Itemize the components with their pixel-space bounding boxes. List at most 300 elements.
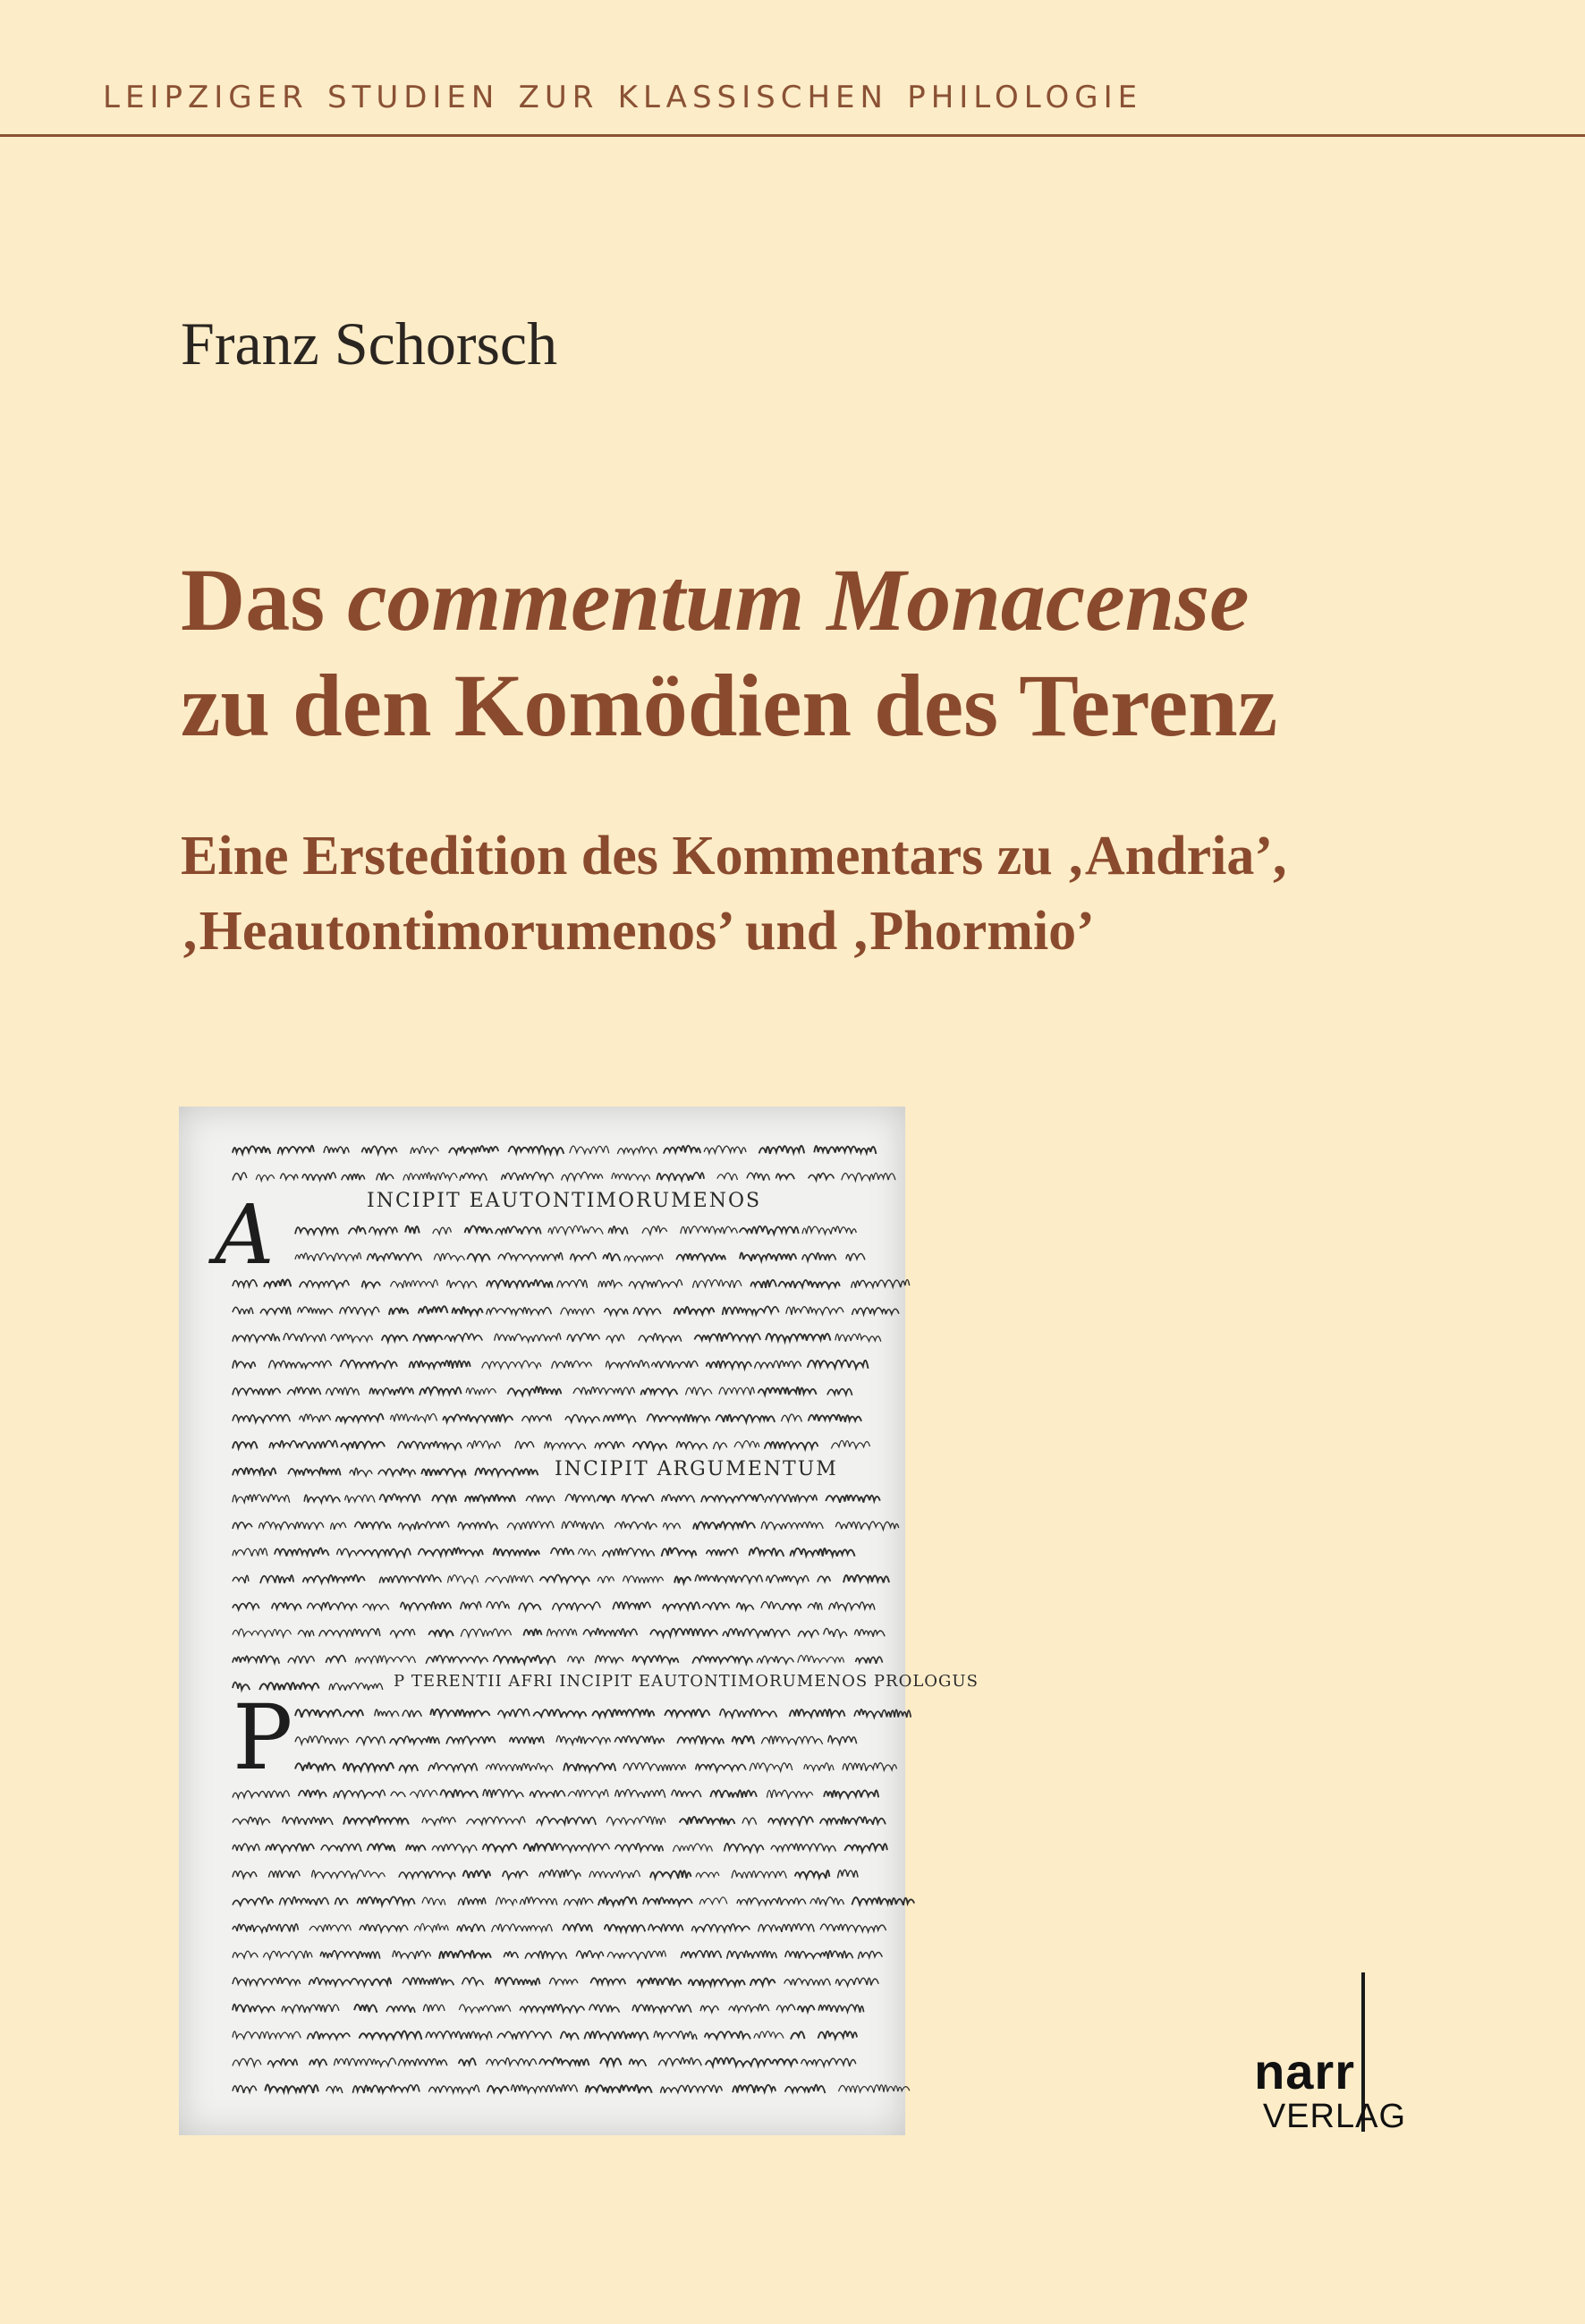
manuscript-script-word [233, 1522, 252, 1529]
manuscript-script-word [852, 1897, 915, 1905]
manuscript-script-word [846, 1253, 865, 1260]
manuscript-script-word [576, 1951, 603, 1959]
manuscript-script-word [303, 1575, 365, 1583]
manuscript-script-word [362, 1146, 397, 1153]
manuscript-script-word [835, 1334, 881, 1342]
manuscript-script-word [843, 1763, 896, 1771]
manuscript-script-word [750, 1280, 776, 1288]
manuscript-script-word [363, 1604, 389, 1609]
manuscript-script-word [233, 1468, 275, 1476]
manuscript-script-word [740, 1226, 799, 1234]
manuscript-script-word [820, 1924, 886, 1932]
manuscript-script-word [716, 1415, 775, 1422]
manuscript-script-word [467, 1254, 489, 1260]
manuscript-script-word [496, 1978, 540, 1986]
manuscript-script-word [360, 2031, 422, 2039]
manuscript-script-word [300, 1280, 350, 1288]
manuscript-script-word [783, 1604, 801, 1610]
manuscript-script-word [696, 1764, 746, 1771]
manuscript-script-word [335, 1898, 348, 1905]
manuscript-script-word [681, 1226, 738, 1234]
manuscript-script-word [360, 1924, 408, 1931]
manuscript-script-word [496, 1897, 518, 1904]
manuscript-script-word [233, 1388, 281, 1395]
manuscript-script-word [343, 1763, 394, 1771]
subtitle-line-2: ‚Heautontimorumenos’ und ‚Phormio’ [181, 901, 1095, 962]
manuscript-script-word [399, 1871, 455, 1879]
manuscript-script-word [233, 1897, 273, 1905]
manuscript-script-word [340, 1307, 379, 1314]
manuscript-script-word [399, 1765, 418, 1771]
manuscript-script-word [260, 1307, 291, 1314]
manuscript-script-word [503, 1871, 528, 1879]
manuscript-script-word [784, 1979, 831, 1986]
manuscript-script-word [699, 1897, 727, 1904]
manuscript-script-word [295, 1763, 335, 1771]
manuscript-script-word [483, 1789, 523, 1797]
manuscript-script-word [266, 1844, 314, 1852]
manuscript-script-word [282, 2005, 339, 2013]
book-title [181, 547, 1504, 759]
manuscript-script-word [357, 1896, 414, 1904]
manuscript-script-word [391, 1414, 437, 1422]
manuscript-script-word [693, 1522, 755, 1530]
manuscript-script-word [539, 1870, 581, 1878]
manuscript-script-word [268, 1361, 331, 1368]
manuscript-script-word [809, 1173, 835, 1180]
manuscript-script-word [368, 1844, 395, 1852]
manuscript-script-word [802, 1226, 856, 1234]
manuscript-script-word [552, 1361, 592, 1369]
title-italic: commentum Monacense [347, 550, 1250, 649]
manuscript-script-word [319, 1629, 380, 1637]
manuscript-script-word [461, 1629, 511, 1637]
manuscript-script-word [632, 1656, 678, 1664]
manuscript-script-word [496, 1226, 541, 1234]
manuscript-script-word [428, 1763, 478, 1771]
manuscript-script-word [842, 1173, 895, 1181]
manuscript-script-word [504, 1952, 518, 1958]
manuscript-script-word [423, 2005, 445, 2012]
manuscript-script-word [707, 1548, 738, 1556]
manuscript-script-word [267, 2059, 297, 2066]
manuscript-script-word [562, 1521, 604, 1530]
manuscript-script-word [233, 1817, 270, 1825]
manuscript-script-word [449, 1146, 498, 1154]
manuscript-script-word [487, 1601, 509, 1608]
manuscript-script-word [852, 1308, 899, 1315]
manuscript-script-word [589, 2005, 620, 2013]
manuscript-script-word [233, 2085, 257, 2092]
manuscript-script-word [483, 1844, 517, 1851]
manuscript-script-word [520, 2005, 584, 2013]
manuscript-script-word [295, 1709, 341, 1718]
manuscript-script-word [568, 1657, 584, 1664]
manuscript-script-word [761, 1602, 781, 1610]
manuscript-script-word [465, 1495, 515, 1502]
manuscript-script-word [642, 1226, 667, 1234]
manuscript-script-word [372, 1978, 391, 1986]
manuscript-script-word [233, 1173, 247, 1181]
manuscript-script-word [766, 1334, 830, 1342]
manuscript-script-word [453, 1307, 483, 1315]
manuscript-script-word [379, 1494, 420, 1502]
manuscript-script-word [706, 2057, 772, 2065]
manuscript-script-word [497, 2031, 552, 2040]
manuscript-script-word [703, 1603, 730, 1610]
manuscript-script-word [808, 1602, 822, 1609]
manuscript-script-word [369, 1227, 398, 1234]
manuscript-script-word [343, 1710, 363, 1718]
manuscript-script-word [639, 1334, 682, 1342]
manuscript-heading-3: P TERENTII AFRI INCIPIT EAUTONTIMORUMENOS PROLOGUS [394, 1672, 979, 1691]
title-line-2: zu den Komödien des Terenz [181, 656, 1278, 755]
manuscript-script-word [759, 1923, 814, 1931]
manuscript-script-word [615, 1789, 665, 1797]
manuscript-script-word [309, 1925, 352, 1932]
manuscript-script-word [854, 1630, 885, 1637]
manuscript-script-word [854, 1709, 911, 1718]
manuscript-script-word [508, 1146, 564, 1154]
manuscript-script-word [443, 1414, 513, 1421]
manuscript-script-word [302, 1173, 336, 1181]
manuscript-script-word [260, 1575, 293, 1583]
manuscript-script-word [486, 1576, 533, 1583]
manuscript-script-word [411, 1147, 438, 1154]
manuscript-script-word [827, 1389, 852, 1395]
manuscript-script-word [733, 2085, 776, 2093]
manuscript-page-image [179, 1107, 979, 2135]
publisher-name: narr [1254, 2043, 1355, 2099]
book-subtitle [181, 818, 1504, 969]
manuscript-script-word [810, 1897, 844, 1905]
manuscript-script-word [356, 1736, 385, 1743]
manuscript-script-word [561, 2031, 579, 2040]
manuscript-script-word [630, 2059, 647, 2066]
manuscript-script-word [607, 1951, 665, 1959]
manuscript-script-word [650, 1870, 691, 1879]
manuscript-script-word [750, 1548, 784, 1556]
manuscript-script-word [818, 2005, 863, 2013]
manuscript-script-word [583, 1628, 637, 1636]
manuscript-script-word [604, 1414, 636, 1422]
manuscript-script-word [465, 1226, 493, 1234]
manuscript-script-word [279, 1897, 328, 1905]
manuscript-script-word [565, 1415, 600, 1422]
manuscript-script-word [759, 1387, 817, 1395]
manuscript-script-word [233, 1924, 298, 1932]
manuscript-script-word [259, 1522, 323, 1530]
manuscript-script-word [640, 1388, 677, 1395]
manuscript-script-word [761, 1736, 822, 1744]
manuscript-script-word [598, 1897, 637, 1905]
manuscript-script-word [309, 1978, 372, 1986]
manuscript-script-word [606, 1335, 624, 1342]
manuscript-script-word [623, 1576, 664, 1583]
manuscript-script-word [661, 2085, 723, 2093]
manuscript-script-word [288, 1468, 340, 1476]
manuscript-heading-2: INCIPIT ARGUMENTUM [555, 1458, 838, 1480]
manuscript-script-word [462, 1978, 484, 1985]
manuscript-script-word [673, 1844, 712, 1852]
manuscript-script-word [856, 1657, 883, 1664]
manuscript-script-word [790, 1709, 845, 1717]
manuscript-script-word [643, 1897, 692, 1904]
manuscript-script-word [757, 1656, 793, 1663]
manuscript-script-word [692, 1656, 752, 1664]
manuscript-script-word [420, 1387, 461, 1395]
manuscript-script-word [629, 1280, 682, 1288]
manuscript-script-word [355, 1656, 415, 1663]
manuscript-script-word [843, 1575, 889, 1583]
manuscript-script-word [331, 1522, 346, 1530]
manuscript-script-word [768, 1817, 813, 1825]
manuscript-script-word [694, 1333, 760, 1341]
manuscript-script-word [233, 2031, 301, 2040]
manuscript-script-word [828, 1735, 857, 1743]
manuscript-script-word [508, 1387, 562, 1395]
manuscript-script-word [638, 1978, 682, 1985]
manuscript-script-word [233, 1146, 270, 1153]
manuscript-script-word [765, 1442, 818, 1449]
manuscript-script-word [564, 1763, 615, 1771]
manuscript-script-word [421, 1469, 465, 1476]
manuscript-script-word [598, 1576, 614, 1583]
manuscript-script-word [801, 2058, 856, 2066]
manuscript-script-word [579, 1548, 596, 1556]
manuscript-script-word [729, 2005, 769, 2012]
manuscript-script-word [677, 1736, 724, 1744]
manuscript-script-word [612, 1173, 650, 1180]
manuscript-script-word [606, 1816, 665, 1824]
manuscript-script-word [393, 1951, 431, 1959]
manuscript-script-word [852, 1280, 910, 1288]
manuscript-script-word [563, 1924, 592, 1932]
manuscript-script-word [288, 1656, 315, 1663]
manuscript-script-word [495, 1333, 561, 1341]
manuscript-script-word [382, 1335, 408, 1341]
manuscript-script-word [399, 1522, 450, 1530]
manuscript-script-word [750, 1978, 776, 1985]
manuscript-script-word [615, 1522, 657, 1530]
manuscript-script-word [785, 1951, 853, 1959]
manuscript-script-word [765, 1495, 817, 1503]
manuscript-script-word [233, 1951, 258, 1958]
manuscript-script-word [791, 2031, 805, 2039]
manuscript-script-word [390, 1629, 415, 1636]
manuscript-script-word [603, 1548, 655, 1556]
manuscript-script-word [723, 1306, 779, 1315]
manuscript-script-word [298, 1630, 314, 1636]
manuscript-script-word [567, 1334, 599, 1342]
manuscript-script-word [839, 2085, 910, 2093]
manuscript-script-word [520, 1897, 556, 1905]
manuscript-script-word [740, 1252, 796, 1260]
manuscript-script-word [405, 1226, 420, 1234]
manuscript-script-word [512, 2085, 578, 2093]
manuscript-script-word [663, 1523, 680, 1529]
manuscript-script-word [406, 1845, 426, 1851]
manuscript-script-word [586, 2085, 652, 2093]
manuscript-script-word [778, 1280, 839, 1288]
manuscript-script-word [605, 1309, 628, 1315]
manuscript-script-word [654, 2031, 697, 2040]
manuscript-script-word [755, 1361, 801, 1368]
manuscript-script-word [414, 1923, 448, 1931]
manuscript-script-word [308, 2031, 351, 2040]
manuscript-script-word [498, 1709, 530, 1718]
manuscript-script-word [522, 1415, 552, 1421]
manuscript-script-word [428, 2085, 479, 2093]
manuscript-script-word [829, 1602, 875, 1610]
manuscript-script-word [732, 1870, 786, 1879]
manuscript-script-word [523, 1629, 541, 1636]
manuscript-script-word [590, 1978, 625, 1984]
manuscript-text-lines [233, 1146, 914, 2093]
manuscript-script-word [776, 1174, 795, 1179]
manuscript-script-word [349, 1226, 366, 1234]
manuscript-script-word [564, 1898, 594, 1905]
manuscript-script-word [545, 1442, 586, 1449]
manuscript-script-word [605, 1925, 646, 1932]
manuscript-script-word [410, 1790, 437, 1797]
manuscript-script-word [727, 1951, 777, 1959]
manuscript-script-word [341, 1361, 397, 1368]
manuscript-script-word [573, 1387, 635, 1395]
manuscript-script-word [426, 2031, 492, 2040]
manuscript-script-word [440, 1790, 478, 1798]
manuscript-script-word [798, 1656, 844, 1663]
manuscript-script-word [556, 1735, 610, 1743]
series-title: leipziger studien zur klassischen philologie [103, 68, 1143, 118]
manuscript-script-word [378, 1468, 416, 1475]
manuscript-script-word [365, 1871, 385, 1878]
manuscript-script-word [278, 1146, 314, 1154]
manuscript-script-word [705, 2031, 750, 2040]
manuscript-script-word [498, 1252, 563, 1260]
manuscript-script-word [633, 1442, 667, 1449]
manuscript-script-word [482, 1361, 541, 1369]
manuscript-script-word [487, 2086, 509, 2092]
manuscript-script-word [233, 1361, 256, 1369]
manuscript-script-word [615, 1736, 664, 1744]
manuscript-script-word [390, 1736, 439, 1744]
manuscript-script-word [335, 2058, 396, 2066]
manuscript-script-word [391, 1792, 406, 1797]
manuscript-script-word [791, 1548, 855, 1556]
manuscript-script-word [676, 1442, 707, 1449]
manuscript-script-word [312, 1870, 365, 1879]
manuscript-script-word [537, 1817, 596, 1825]
manuscript-script-word [439, 1951, 491, 1959]
manuscript-script-word [549, 1978, 578, 1984]
manuscript-script-word [652, 1361, 699, 1368]
manuscript-script-word [233, 1791, 290, 1798]
manuscript-script-word [459, 2058, 476, 2065]
manuscript-heading-1: INCIPIT EAUTONTIMORUMENOS [367, 1190, 762, 1212]
manuscript-script-word [759, 1146, 805, 1154]
manuscript-script-word [719, 1387, 754, 1395]
manuscript-script-word [696, 1872, 719, 1877]
manuscript-script-word [771, 1844, 836, 1851]
manuscript-script-word [824, 1790, 878, 1797]
manuscript-script-word [831, 1440, 869, 1448]
manuscript-script-word [776, 2005, 795, 2012]
manuscript-script-word [557, 1280, 588, 1288]
manuscript-script-word [295, 1736, 349, 1744]
manuscript-script-word [835, 1978, 878, 1986]
manuscript-script-word [343, 1816, 409, 1824]
manuscript-script-word [681, 1951, 721, 1958]
manuscript-script-word [632, 2005, 691, 2013]
manuscript-script-word [304, 1495, 340, 1503]
manuscript-script-word [623, 1763, 686, 1771]
manuscript-script-word [353, 2085, 420, 2093]
manuscript-script-word [772, 2059, 797, 2065]
manuscript-script-word [326, 1656, 345, 1663]
manuscript-script-word [386, 2006, 415, 2013]
manuscript-illustration [179, 1107, 979, 2135]
manuscript-script-word [401, 1602, 452, 1610]
manuscript-script-word [377, 1173, 394, 1180]
manuscript-script-word [584, 2031, 648, 2040]
manuscript-script-word [268, 1870, 300, 1878]
manuscript-script-word [533, 1709, 586, 1718]
manuscript-script-word [714, 1442, 727, 1449]
manuscript-script-word [233, 1442, 258, 1449]
manuscript-script-word [704, 1146, 746, 1154]
manuscript-script-word [432, 1495, 456, 1502]
manuscript-script-word [525, 1951, 566, 1959]
manuscript-script-word [233, 1844, 259, 1851]
manuscript-script-word [403, 1978, 453, 1985]
manuscript-script-word [510, 1737, 544, 1744]
manuscript-script-word [662, 1495, 695, 1503]
manuscript-script-word [342, 1174, 365, 1180]
manuscript-script-word [403, 1710, 421, 1718]
manuscript-script-word [379, 1574, 441, 1582]
manuscript-script-word [798, 1630, 818, 1636]
manuscript-script-word [767, 1575, 809, 1583]
manuscript-script-word [447, 1280, 477, 1288]
manuscript-script-word [233, 1603, 259, 1610]
manuscript-script-word [540, 1575, 590, 1583]
manuscript-script-word [475, 1468, 538, 1475]
manuscript-script-word [680, 1817, 735, 1825]
manuscript-script-word [723, 1629, 790, 1637]
manuscript-script-word [802, 1253, 836, 1261]
manuscript-script-word [515, 1441, 534, 1448]
manuscript-script-word [256, 1175, 274, 1181]
manuscript-script-word [433, 1227, 452, 1234]
manuscript-script-word [460, 1173, 487, 1181]
publisher-logo [1225, 1964, 1440, 2142]
manuscript-script-word [786, 1307, 843, 1315]
manuscript-script-word [808, 1361, 869, 1369]
manuscript-script-word [663, 1602, 700, 1610]
manuscript-script-word [486, 1763, 553, 1771]
manuscript-script-word [720, 1709, 777, 1718]
manuscript-script-word [445, 1334, 482, 1342]
manuscript-script-word [606, 1361, 648, 1369]
manuscript-script-word [701, 1495, 764, 1503]
manuscript-script-word [785, 2085, 826, 2093]
manuscript-script-word [280, 1174, 298, 1180]
manuscript-script-word [804, 1763, 834, 1771]
manuscript-script-word [341, 1441, 385, 1448]
manuscript-script-word [838, 1870, 859, 1878]
manuscript-script-word [691, 1924, 750, 1931]
